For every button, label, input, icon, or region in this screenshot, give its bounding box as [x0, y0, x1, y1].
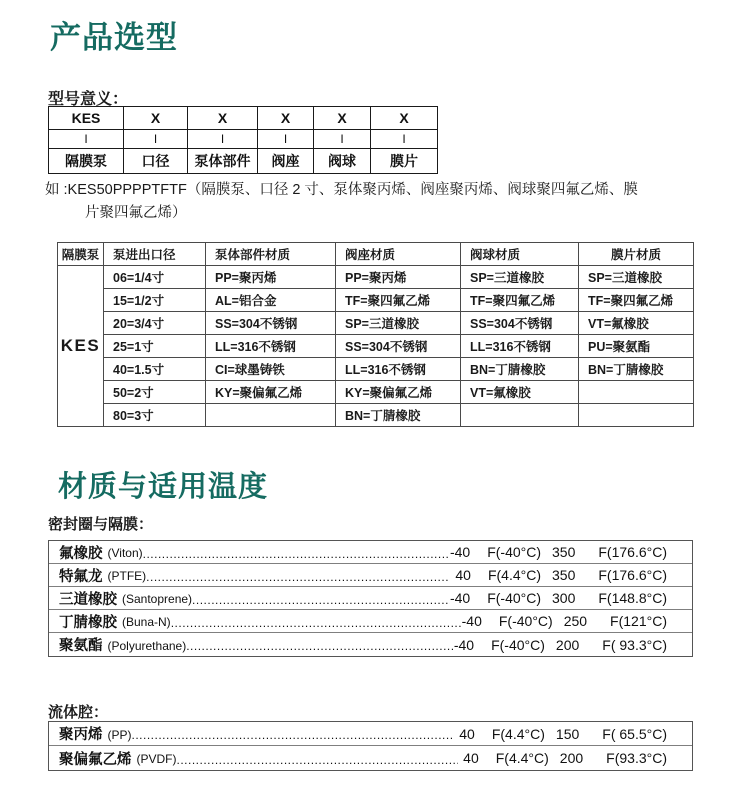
cell-seat-label: 阀座: [258, 149, 314, 174]
cell: TF=聚四氟乙烯: [461, 289, 579, 312]
cell: BN=丁腈橡胶: [579, 358, 694, 381]
min-celsius: F(-40: [498, 613, 533, 629]
header-body-material: 泵体部件材质: [206, 243, 336, 266]
seal-diaphragm-label: 密封圈与隔膜：: [48, 516, 154, 533]
celsius-unit: °C): [520, 567, 542, 583]
max-celsius: F( 65.5: [602, 725, 647, 742]
table-row: [58, 335, 694, 358]
temperature-row: [49, 633, 692, 656]
fluid-chamber-label: 流体腔：: [48, 704, 109, 721]
cell: I: [371, 130, 438, 149]
min-fahrenheit: 40: [455, 567, 471, 583]
dot-leader: [192, 590, 450, 607]
min-fahrenheit: -40: [461, 613, 482, 629]
cell: [579, 381, 694, 404]
cell: PP=聚丙烯: [206, 266, 336, 289]
section-title-materials: 材质与适用温度: [58, 471, 269, 503]
temperature-row: [49, 564, 692, 587]
cell: 50=2寸: [104, 381, 206, 404]
max-fahrenheit: 350: [552, 544, 576, 560]
cell: 06=1/4寸: [104, 266, 206, 289]
max-fahrenheit: 150: [555, 725, 580, 742]
celsius-unit: °C): [520, 590, 542, 606]
cell: X: [371, 107, 438, 130]
min-fahrenheit: -40: [449, 544, 471, 560]
cell: 15=1/2寸: [104, 289, 206, 312]
table-row: [58, 358, 694, 381]
dot-leader: [186, 636, 454, 653]
cell: BN=丁腈橡胶: [336, 404, 461, 427]
max-celsius: F(93.3: [606, 750, 647, 766]
table-row: [58, 312, 694, 335]
celsius-unit: °C): [532, 613, 553, 629]
cell-pump-code: KES: [58, 266, 104, 427]
material-name-en: (Polyurethane): [107, 638, 187, 653]
cell: CI=球墨铸铁: [206, 358, 336, 381]
celsius-unit: °C): [646, 544, 667, 560]
cell: [461, 404, 579, 427]
temperature-row: [49, 610, 692, 633]
min-fahrenheit: 40: [459, 725, 475, 742]
cell: VT=氟橡胶: [461, 381, 579, 404]
cell-port-label: 口径: [124, 149, 188, 174]
example-line-2: 片聚四氟乙烯）: [85, 205, 187, 221]
max-fahrenheit: 300: [552, 590, 576, 606]
cell: 40=1.5寸: [104, 358, 206, 381]
cell: TF=聚四氟乙烯: [336, 289, 461, 312]
cell: BN=丁腈橡胶: [461, 358, 579, 381]
max-fahrenheit: 250: [563, 613, 588, 629]
cell: VT=氟橡胶: [579, 312, 694, 335]
cell: I: [258, 130, 314, 149]
temperature-row: [49, 587, 692, 610]
temperature-row: [49, 722, 692, 746]
table-row: [58, 404, 694, 427]
max-fahrenheit: 200: [555, 636, 580, 653]
max-celsius: F( 93.3: [602, 636, 647, 653]
cell: I: [124, 130, 188, 149]
max-fahrenheit: 350: [552, 567, 576, 583]
cell: LL=316不锈钢: [336, 358, 461, 381]
material-name-cn: 特氟龙: [59, 568, 103, 585]
min-fahrenheit: -40: [453, 636, 475, 653]
cell: 25=1寸: [104, 335, 206, 358]
material-name-cn: 丁腈橡胶: [59, 614, 117, 631]
celsius-unit: °C): [520, 544, 542, 560]
min-celsius: F(4.4: [491, 725, 525, 742]
cell: X: [314, 107, 371, 130]
temperature-row: [49, 746, 692, 770]
celsius-unit: °C): [524, 725, 545, 742]
material-name-en: (Viton): [107, 546, 143, 560]
material-name-cn: 聚偏氟乙烯: [59, 751, 132, 768]
material-name-en: (PTFE): [107, 569, 147, 583]
dot-leader: [146, 567, 449, 584]
celsius-unit: °C): [524, 636, 545, 653]
header-pump: 隔膜泵: [58, 243, 104, 266]
cell: SP=三道橡胶: [336, 312, 461, 335]
cell: [579, 404, 694, 427]
min-celsius: F(-40: [491, 636, 525, 653]
cell: SP=三道橡胶: [461, 266, 579, 289]
celsius-unit: °C): [646, 567, 667, 583]
header-seat-material: 阀座材质: [336, 243, 461, 266]
max-celsius: F(176.6: [598, 567, 647, 583]
celsius-unit: °C): [646, 590, 667, 606]
header-diaphragm-material: 膜片材质: [579, 243, 694, 266]
cell: KY=聚偏氟乙烯: [206, 381, 336, 404]
model-code-table: [48, 106, 438, 174]
cell-pump-code: KES: [49, 107, 124, 130]
seal-temperature-table: [48, 540, 693, 657]
material-name-cn: 三道橡胶: [59, 591, 117, 608]
header-port-size: 泵进出口径: [104, 243, 206, 266]
cell: X: [124, 107, 188, 130]
cell: X: [258, 107, 314, 130]
cell-diaphragm-label: 膜片: [371, 149, 438, 174]
cell: I: [49, 130, 124, 149]
cell: LL=316不锈钢: [206, 335, 336, 358]
cell: LL=316不锈钢: [461, 335, 579, 358]
celsius-unit: °C): [528, 750, 549, 766]
table-row: [58, 266, 694, 289]
cell: PP=聚丙烯: [336, 266, 461, 289]
max-fahrenheit: 200: [559, 750, 584, 766]
material-name-en: (PVDF): [136, 752, 177, 766]
dot-leader: [171, 613, 461, 630]
cell: SS=304不锈钢: [461, 312, 579, 335]
min-celsius: F(-40: [487, 544, 521, 560]
page-title: 产品选型: [50, 20, 178, 55]
table-row: [49, 149, 438, 174]
table-row: [58, 289, 694, 312]
min-celsius: F(-40: [487, 590, 521, 606]
celsius-unit: °C): [646, 636, 667, 653]
table-row: [58, 381, 694, 404]
min-fahrenheit: -40: [449, 590, 471, 606]
table-row: [49, 107, 438, 130]
dot-leader: [132, 725, 452, 742]
cell: KY=聚偏氟乙烯: [336, 381, 461, 404]
cell: 80=3寸: [104, 404, 206, 427]
cell-pump-label: 隔膜泵: [49, 149, 124, 174]
header-ball-material: 阀球材质: [461, 243, 579, 266]
table-header-row: [58, 243, 694, 266]
material-name-en: (Buna-N): [122, 615, 171, 629]
min-celsius: F(4.4: [495, 750, 529, 766]
cell: AL=铝合金: [206, 289, 336, 312]
celsius-unit: °C): [646, 613, 667, 629]
fluid-temperature-table: [48, 721, 693, 771]
cell: SS=304不锈钢: [206, 312, 336, 335]
example-text: [45, 179, 705, 225]
material-name-cn: 聚丙烯: [59, 727, 103, 743]
cell: I: [188, 130, 258, 149]
dot-leader: [177, 750, 459, 767]
example-line-1: 如 :KES50PPPPTFTF（隔膜泵、口径 2 寸、泵体聚丙烯、阀座聚丙烯、阀球聚四氟乙烯、膜: [45, 182, 638, 198]
material-name-en: (PP): [107, 727, 132, 742]
cell: I: [314, 130, 371, 149]
cell: TF=聚四氟乙烯: [579, 289, 694, 312]
table-row: [49, 130, 438, 149]
max-celsius: F(176.6: [598, 544, 647, 560]
temperature-row: [49, 541, 692, 564]
cell: PU=聚氨酯: [579, 335, 694, 358]
material-name-en: (Santoprene): [122, 592, 193, 606]
celsius-unit: °C): [646, 750, 667, 766]
min-celsius: F(4.4: [487, 567, 521, 583]
dot-leader: [143, 544, 449, 561]
model-meaning-label: 型号意义：: [48, 91, 129, 108]
max-celsius: F(148.8: [598, 590, 647, 606]
material-name-cn: 聚氨酯: [59, 638, 103, 654]
cell: SP=三道橡胶: [579, 266, 694, 289]
cell: [206, 404, 336, 427]
material-name-cn: 氟橡胶: [59, 545, 103, 562]
cell: 20=3/4寸: [104, 312, 206, 335]
cell-body-label: 泵体部件: [188, 149, 258, 174]
cell: SS=304不锈钢: [336, 335, 461, 358]
celsius-unit: °C): [646, 725, 667, 742]
cell: X: [188, 107, 258, 130]
material-selection-table: [57, 242, 694, 427]
max-celsius: F(121: [610, 613, 647, 629]
cell-ball-label: 阀球: [314, 149, 371, 174]
min-fahrenheit: 40: [463, 750, 479, 766]
